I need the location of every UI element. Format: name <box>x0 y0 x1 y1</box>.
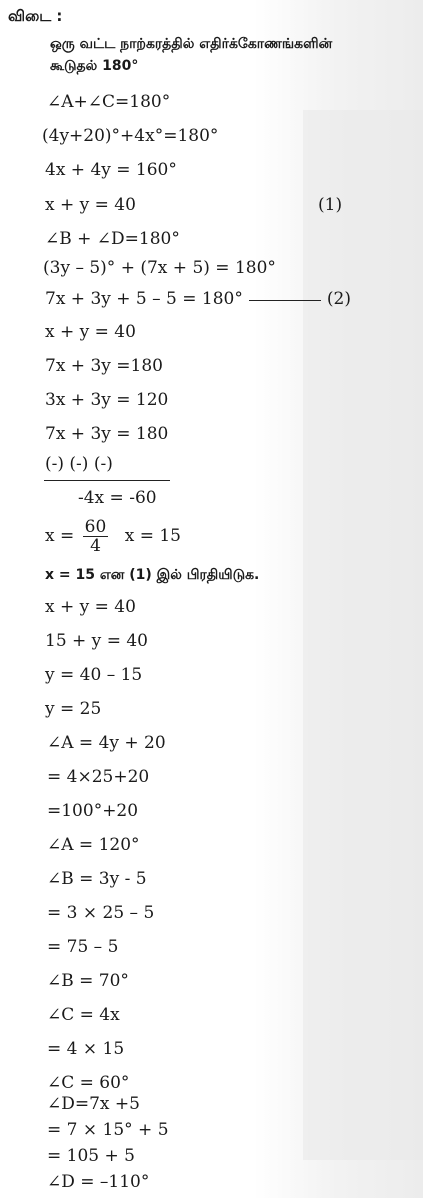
sol-eq1: x + y = 40 <box>45 597 136 617</box>
answer-heading: விடை : <box>8 7 63 25</box>
sol-angle-a-sum: =100°+20 <box>47 801 139 821</box>
step-eq2-repeat: 7x + 3y =180 <box>45 356 163 376</box>
fraction-denominator: 4 <box>90 536 101 556</box>
sol-angle-d-sub: = 7 × 15° + 5 <box>47 1120 169 1140</box>
equation-1-text: x + y = 40 <box>45 195 136 215</box>
sol-angle-d-formula: ∠D=7x +5 <box>47 1094 140 1114</box>
step-simplify-1: 4x + 4y = 160° <box>45 160 177 180</box>
sol-angle-d-result: ∠D = –110° <box>47 1172 150 1192</box>
sol-angle-b-result: ∠B = 70° <box>47 971 129 991</box>
step-eq2-again: 7x + 3y = 180 <box>45 424 169 444</box>
substitute-instruction: x = 15 என (1) இல் பிரதியிடுக. <box>45 567 260 583</box>
sol-angle-c-formula: ∠C = 4x <box>47 1005 120 1025</box>
sol-angle-b-sub: = 3 × 25 – 5 <box>47 903 155 923</box>
sol-y-value: y = 25 <box>45 699 102 719</box>
equation-2 <box>45 289 351 309</box>
equation-1-label: (1) <box>318 195 343 215</box>
step-substitute-b-d: (3y – 5)° + (7x + 5) = 180° <box>43 258 276 278</box>
fraction-step <box>45 518 181 555</box>
sol-angle-c-result: ∠C = 60° <box>47 1073 130 1093</box>
intro-line-1: ஒரு வட்ட நாற்கரத்தில் எதிர்க்கோணங்களின் <box>50 36 333 52</box>
sol-plug-x: 15 + y = 40 <box>45 631 148 651</box>
equation-2-text: 7x + 3y + 5 – 5 = 180° <box>45 289 243 309</box>
fraction-lhs: x = <box>45 526 75 546</box>
sol-angle-a-formula: ∠A = 4y + 20 <box>47 733 166 753</box>
sol-angle-b-diff: = 75 – 5 <box>47 937 119 957</box>
equation-2-label: (2) <box>326 289 351 309</box>
fraction <box>83 518 109 555</box>
step-sign-change: (-) (-) (-) <box>45 454 113 474</box>
step-angle-b-d: ∠B + ∠D=180° <box>45 229 180 249</box>
subtraction-rule <box>44 480 170 481</box>
intro-line-2: கூடுதல் 180° <box>50 58 139 74</box>
step-difference: -4x = -60 <box>78 488 157 508</box>
step-eq1-repeat: x + y = 40 <box>45 322 136 342</box>
fraction-numerator: 60 <box>84 517 107 537</box>
fraction-rhs: x = 15 <box>124 526 181 546</box>
equation-2-blank <box>249 299 321 301</box>
equation-1 <box>45 195 136 215</box>
sol-angle-c-sub: = 4 × 15 <box>47 1039 125 1059</box>
sol-isolate-y: y = 40 – 15 <box>45 665 143 685</box>
sol-angle-d-sum: = 105 + 5 <box>47 1146 135 1166</box>
sol-angle-a-sub: = 4×25+20 <box>47 767 150 787</box>
sol-angle-a-result: ∠A = 120° <box>47 835 140 855</box>
step-substitute-a-c: (4y+20)°+4x°=180° <box>42 126 219 146</box>
step-angle-a-c: ∠A+∠C=180° <box>47 92 171 112</box>
bleed-through-shade <box>303 110 423 1160</box>
step-eq1-times-3: 3x + 3y = 120 <box>45 390 169 410</box>
sol-angle-b-formula: ∠B = 3y - 5 <box>47 869 147 889</box>
